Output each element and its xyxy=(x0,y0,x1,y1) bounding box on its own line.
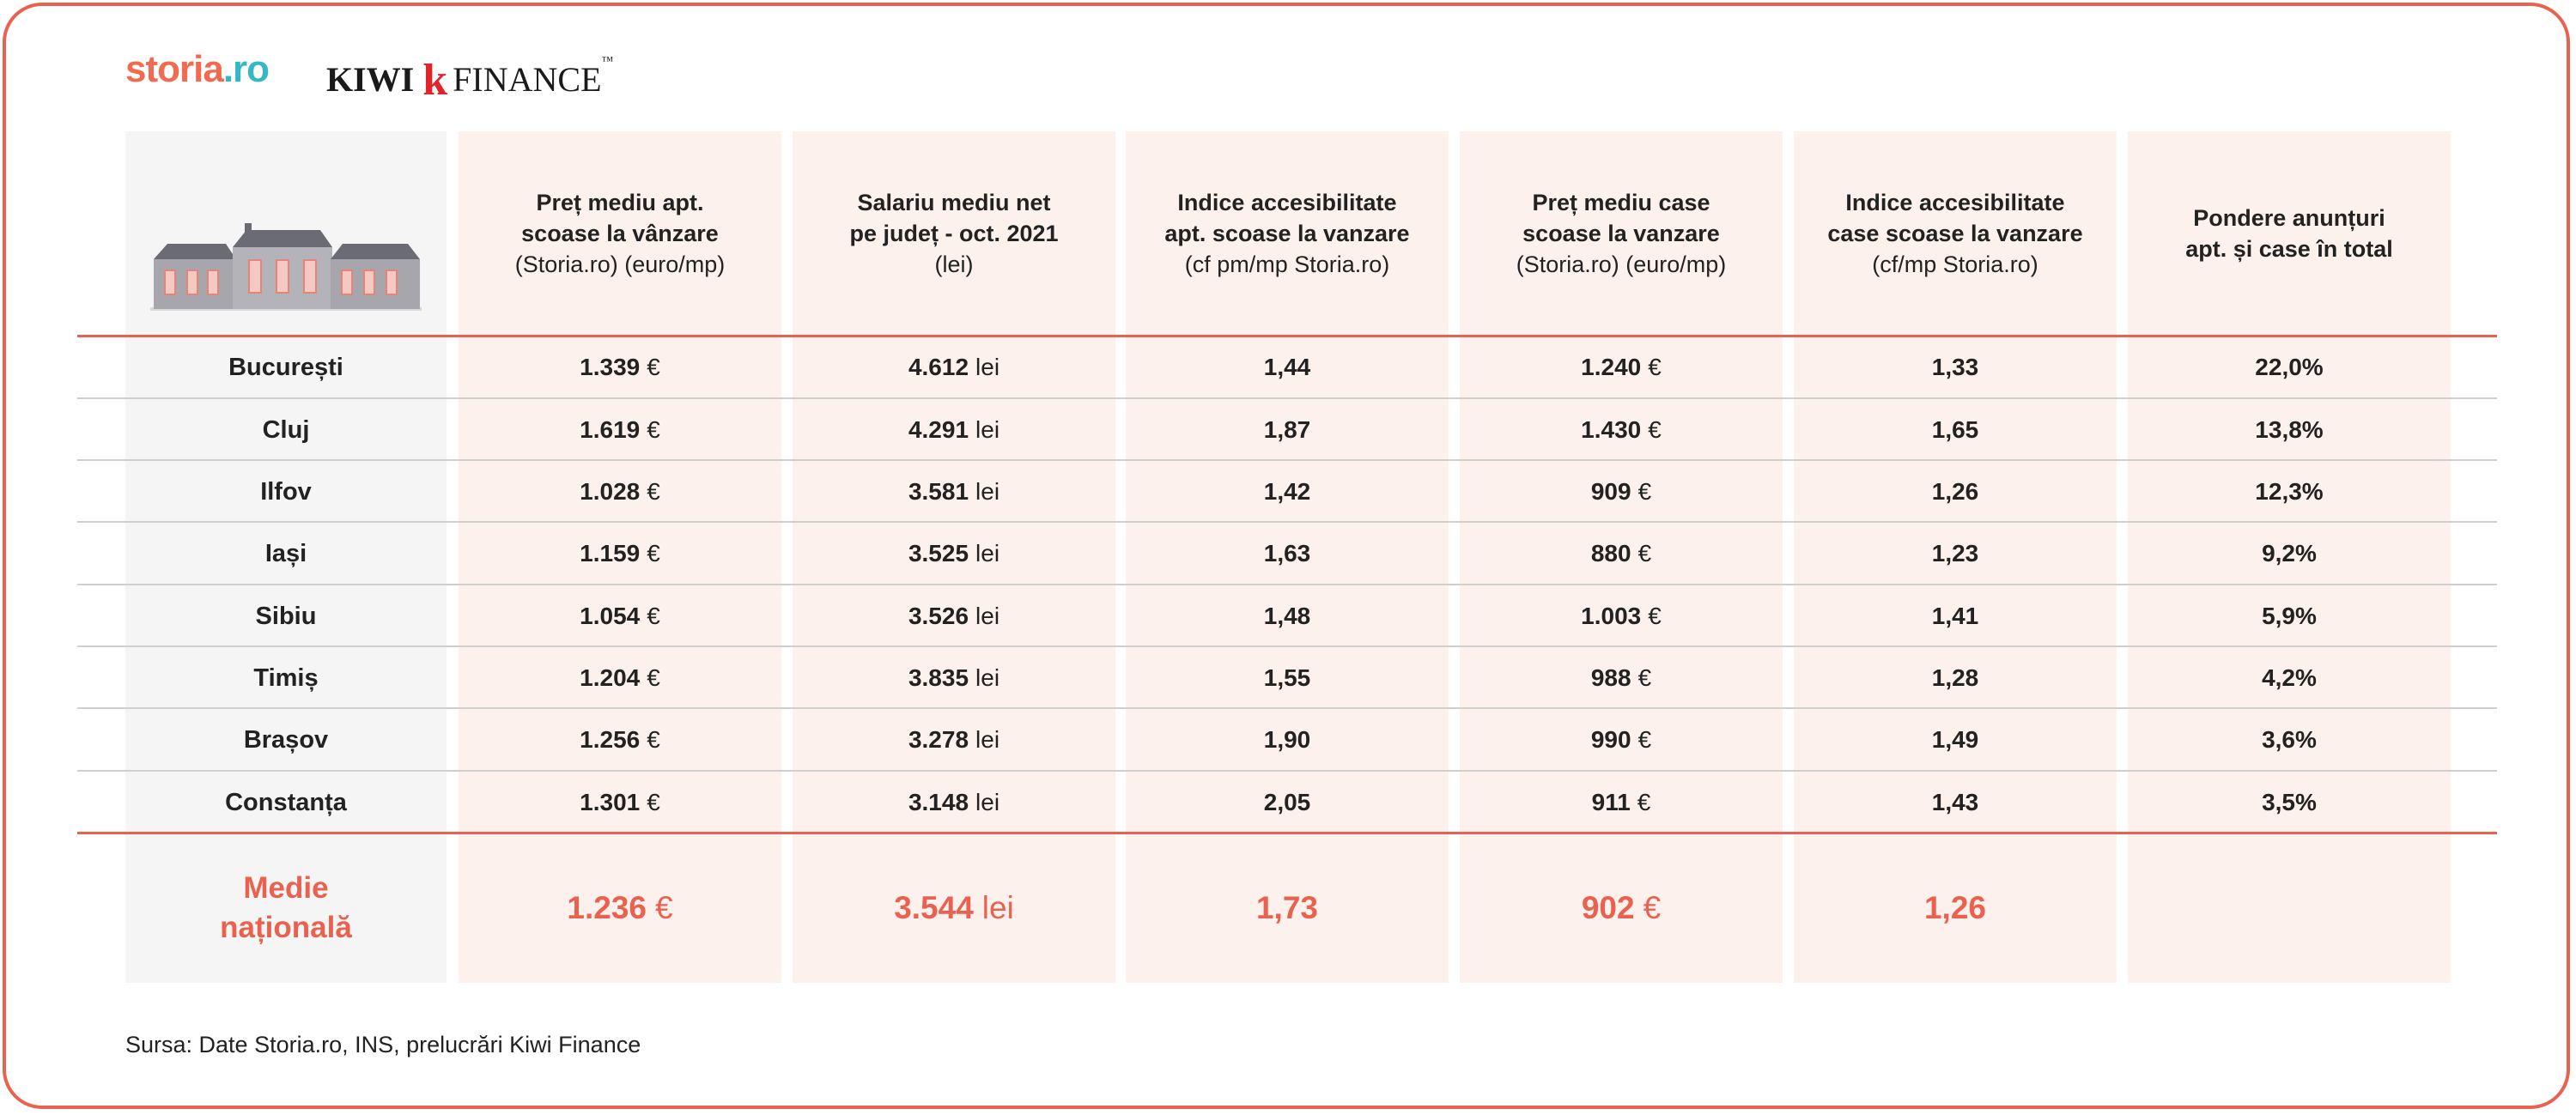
cell-unit: lei xyxy=(975,354,1000,380)
cell-unit: € xyxy=(647,664,660,691)
share-cell xyxy=(2128,585,2451,647)
storia-logo: storia.ro xyxy=(125,48,270,90)
cell-unit: lei xyxy=(975,478,1000,505)
cell-value: 1.204 xyxy=(580,664,641,691)
cell-unit: € xyxy=(1637,726,1652,753)
cell-value: 4,2% xyxy=(2262,664,2317,691)
city-cell xyxy=(125,399,447,461)
national-salary: 3.544 lei xyxy=(894,890,1014,925)
cell-value: 1,44 xyxy=(1263,354,1311,380)
house-index-cell xyxy=(1794,461,2117,523)
apt-price-cell xyxy=(459,461,781,523)
cell-value: 1,87 xyxy=(1263,416,1311,443)
house-price-cell xyxy=(1460,772,1783,833)
cell-value: 1.028 xyxy=(580,478,641,505)
share-cell xyxy=(2128,523,2451,585)
cell-unit: € xyxy=(1648,354,1662,380)
house-index-cell xyxy=(1794,647,2117,709)
cell-unit: lei xyxy=(975,416,1000,443)
cell-value: 990 xyxy=(1590,726,1631,753)
share-cell xyxy=(2128,461,2451,523)
cell-value: 1.159 xyxy=(580,540,641,567)
cell-value: 1,65 xyxy=(1931,416,1979,443)
column-header-house-price: Preț mediu case scoase la vanzare (Storia.ro) (euro/mp) xyxy=(1516,190,1727,277)
apt-index-cell xyxy=(1126,709,1449,771)
salary-cell xyxy=(793,772,1115,833)
cell-unit: € xyxy=(647,726,660,753)
house-index-cell xyxy=(1794,585,2117,647)
cell-value: 1,33 xyxy=(1931,354,1979,380)
cell-value: Brașov xyxy=(243,725,329,754)
cell-value: 911 xyxy=(1591,789,1631,815)
share-cell xyxy=(2128,399,2451,461)
cell-value: Iași xyxy=(264,539,307,567)
cell-value: 1.240 xyxy=(1581,354,1642,380)
cell-value: 880 xyxy=(1590,540,1631,567)
apt-price-cell xyxy=(459,399,781,461)
salary-cell xyxy=(793,709,1115,771)
apt-price-cell xyxy=(459,772,781,833)
cell-value: 3.148 xyxy=(908,789,969,815)
share-cell xyxy=(2128,647,2451,709)
cell-value: Cluj xyxy=(262,415,310,444)
cell-value: 1,42 xyxy=(1263,478,1311,505)
apt-price-cell xyxy=(459,709,781,771)
city-cell xyxy=(125,772,447,833)
house-index-cell xyxy=(1794,399,2117,461)
national-apt-price: 1.236 € xyxy=(567,890,673,925)
cell-value: 3.526 xyxy=(908,603,969,629)
cell-value: 3.278 xyxy=(908,726,969,753)
cell-value: 1.619 xyxy=(580,416,641,443)
cell-value: Sibiu xyxy=(255,602,317,630)
cell-unit: € xyxy=(647,416,660,443)
cell-value: 1.301 xyxy=(580,789,641,815)
cell-unit: € xyxy=(647,603,660,629)
house-price-cell xyxy=(1460,461,1783,523)
national-apt-index: 1,73 xyxy=(1255,890,1318,925)
cell-unit: € xyxy=(647,478,660,505)
apt-index-cell xyxy=(1126,399,1449,461)
cell-value: 1,63 xyxy=(1263,540,1311,567)
house-price-cell xyxy=(1460,709,1783,771)
cell-value: 3.835 xyxy=(908,664,969,691)
source-note: Sursa: Date Storia.ro, INS, prelucrări Kiwi Finance xyxy=(125,1032,641,1057)
cell-unit: € xyxy=(1637,478,1652,505)
apt-index-cell xyxy=(1126,461,1449,523)
apt-index-cell xyxy=(1126,523,1449,585)
cell-value: Timiș xyxy=(253,664,319,692)
cell-value: 4.291 xyxy=(908,416,969,443)
cell-value: 2,05 xyxy=(1263,789,1311,815)
cell-unit: lei xyxy=(975,726,1000,753)
apt-price-cell xyxy=(459,336,781,398)
cell-value: 1.430 xyxy=(1581,416,1642,443)
apt-index-cell xyxy=(1126,336,1449,398)
national-house-price: 902 € xyxy=(1581,890,1662,925)
city-cell xyxy=(125,523,447,585)
cell-value: 988 xyxy=(1590,664,1631,691)
apt-index-cell xyxy=(1126,585,1449,647)
cell-value: 1,26 xyxy=(1931,478,1979,505)
share-cell xyxy=(2128,772,2451,833)
city-cell xyxy=(125,647,447,709)
cell-value: 5,9% xyxy=(2262,603,2317,629)
national-average-label: Medie națională xyxy=(220,871,352,944)
cell-unit: € xyxy=(1648,416,1662,443)
share-cell xyxy=(2128,336,2451,398)
cell-value: 3,6% xyxy=(2262,726,2317,753)
cell-value: 1,28 xyxy=(1931,664,1979,691)
cell-value: Ilfov xyxy=(260,477,312,506)
column-header-salary: Salariu mediu net pe județ - oct. 2021 (lei) xyxy=(849,190,1059,277)
house-index-cell xyxy=(1794,523,2117,585)
cell-unit: € xyxy=(1637,789,1651,815)
column-header-apt-price: Preț mediu apt. scoase la vânzare (Storia.ro) (euro/mp) xyxy=(514,190,726,277)
city-cell xyxy=(125,336,447,398)
salary-cell xyxy=(793,399,1115,461)
cell-value: 1,23 xyxy=(1931,540,1979,567)
houses-illustration-icon xyxy=(150,221,422,311)
salary-cell xyxy=(793,461,1115,523)
cell-unit: € xyxy=(647,354,660,380)
cell-value: 3.525 xyxy=(908,540,969,567)
cell-value: Constanța xyxy=(225,788,347,816)
salary-cell xyxy=(793,336,1115,398)
cell-value: 3,5% xyxy=(2262,789,2317,815)
cell-unit: € xyxy=(647,789,660,815)
cell-value: 1.054 xyxy=(580,603,641,629)
national-house-index: 1,26 xyxy=(1923,890,1986,925)
house-index-cell xyxy=(1794,709,2117,771)
salary-cell xyxy=(793,647,1115,709)
cell-value: 3.581 xyxy=(908,478,969,505)
house-price-cell xyxy=(1460,647,1783,709)
house-index-cell xyxy=(1794,336,2117,398)
apt-price-cell xyxy=(459,647,781,709)
cell-value: 1.339 xyxy=(580,354,641,380)
column-header-house-index: Indice accesibilitate case scoase la vanzare (cf/mp Storia.ro) xyxy=(1827,190,2083,277)
house-price-cell xyxy=(1460,399,1783,461)
cell-value: 1,48 xyxy=(1263,603,1311,629)
cell-value: 909 xyxy=(1590,478,1631,505)
cell-value: 1.003 xyxy=(1581,603,1642,629)
house-price-cell xyxy=(1460,336,1783,398)
cell-unit: lei xyxy=(975,789,1000,815)
national-share xyxy=(2128,833,2451,983)
cell-value: 9,2% xyxy=(2262,540,2317,567)
cell-value: 13,8% xyxy=(2255,416,2324,443)
house-price-cell xyxy=(1460,523,1783,585)
cell-unit: lei xyxy=(975,540,1000,567)
cell-value: 1,55 xyxy=(1263,664,1311,691)
cell-value: 1.256 xyxy=(580,726,641,753)
apt-price-cell xyxy=(459,523,781,585)
cell-unit: € xyxy=(1637,664,1652,691)
cell-value: 1,41 xyxy=(1931,603,1979,629)
column-header-share: Pondere anunțuri apt. și case în total xyxy=(2185,205,2393,262)
cell-value: 1,90 xyxy=(1263,726,1311,753)
salary-cell xyxy=(793,523,1115,585)
house-index-cell xyxy=(1794,772,2117,833)
house-price-cell xyxy=(1460,585,1783,647)
cell-value: 1,49 xyxy=(1931,726,1979,753)
cell-value: 22,0% xyxy=(2255,354,2324,380)
city-cell xyxy=(125,709,447,771)
salary-cell xyxy=(793,585,1115,647)
apt-index-cell xyxy=(1126,772,1449,833)
column-header-apt-index: Indice accesibilitate apt. scoase la vanzare (cf pm/mp Storia.ro) xyxy=(1164,190,1410,277)
cell-unit: lei xyxy=(975,664,1000,691)
cell-value: 4.612 xyxy=(908,354,969,380)
cell-value: București xyxy=(228,353,343,381)
cell-value: 12,3% xyxy=(2255,478,2324,505)
cell-unit: € xyxy=(647,540,660,567)
apt-index-cell xyxy=(1126,647,1449,709)
share-cell xyxy=(2128,709,2451,771)
cell-unit: lei xyxy=(975,603,1000,629)
city-cell xyxy=(125,461,447,523)
kiwi-finance-logo: KIWI k FINANCE™ xyxy=(326,55,614,105)
cell-unit: € xyxy=(1637,540,1652,567)
cell-value: 1,43 xyxy=(1931,789,1979,815)
city-cell xyxy=(125,585,447,647)
cell-unit: € xyxy=(1648,603,1662,629)
apt-price-cell xyxy=(459,585,781,647)
